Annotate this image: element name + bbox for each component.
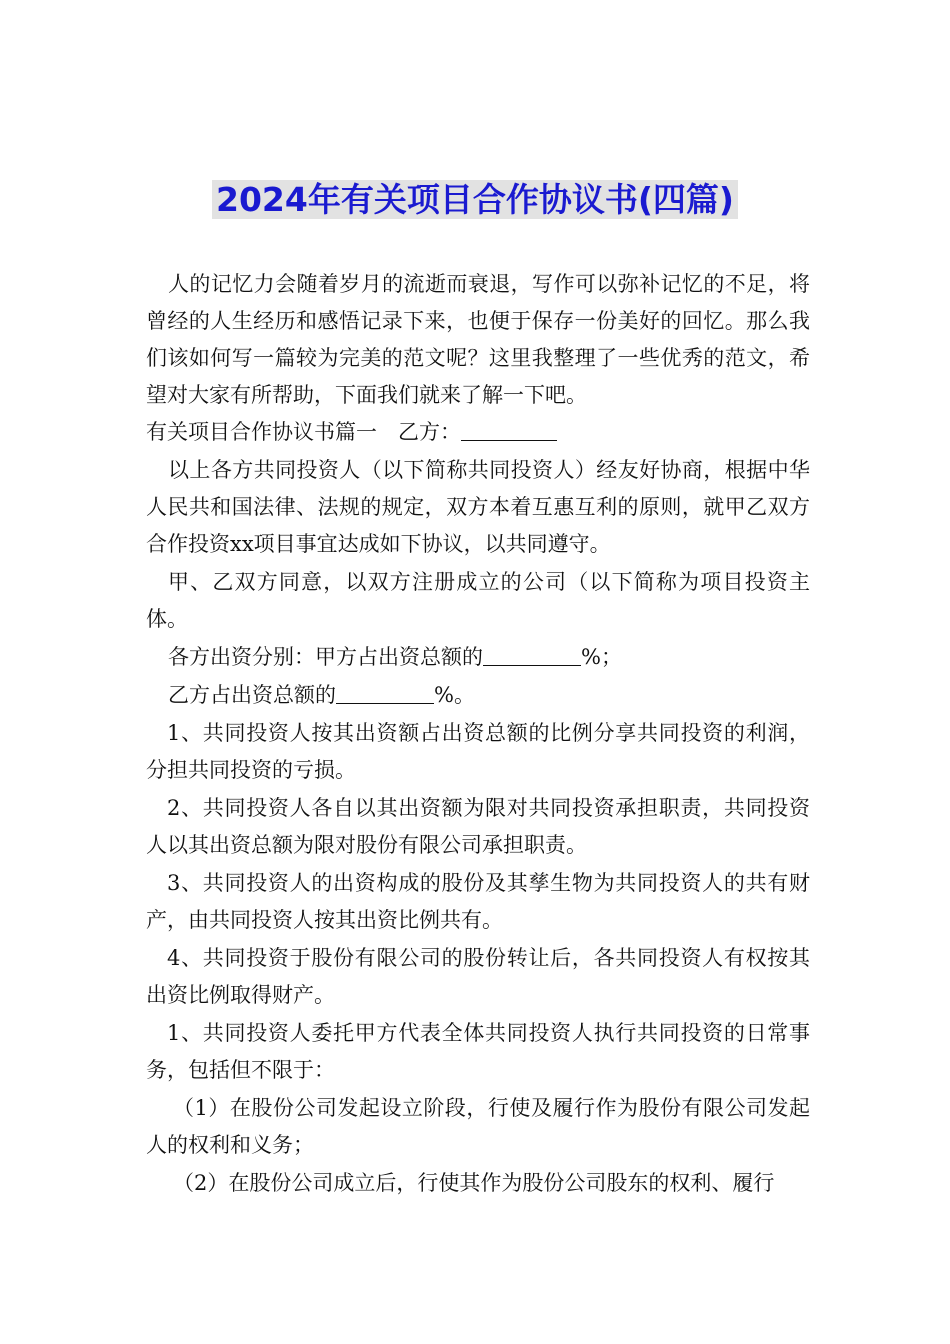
section-heading (146, 414, 810, 451)
ratio-party-b-suffix: %。 (434, 683, 475, 707)
investors-paragraph: 以上各方共同投资人（以下简称共同投资人）经友好协商，根据中华人民共和国法律、法规的规定，双方本着互惠互利的原则，就甲乙双方合作投资xx项目事宜达成如下协议，以共同遵守。 (146, 458, 810, 556)
ratio-party-a-suffix: %； (581, 645, 622, 669)
intro-paragraph: 人的记忆力会随着岁月的流逝而衰退，写作可以弥补记忆的不足，将曾经的人生经历和感悟记录下来，也便于保存一份美好的回忆。那么我们该如何写一篇较为完美的范文呢？这里我整理了一些优秀的范文，希望对大家有所帮助，下面我们就来了解一下吧。 (146, 272, 810, 407)
subclause-paragraph: （2）在股份公司成立后，行使其作为股份公司股东的权利、履行 (173, 1171, 775, 1195)
ratio-party-a-blank (483, 645, 581, 666)
document-body (146, 266, 810, 1202)
document-title-text: 2024年有关项目合作协议书(四篇) (212, 180, 738, 219)
clause-paragraph: 3、共同投资人的出资构成的股份及其孳生物为共同投资人的共有财产，由共同投资人按其出资比例共有。 (146, 871, 810, 932)
party-b-blank (461, 420, 557, 441)
ratio-party-b-prefix: 乙方占出资总额的 (168, 683, 336, 707)
clause-paragraph: 1、共同投资人委托甲方代表全体共同投资人执行共同投资的日常事务，包括但不限于： (146, 1021, 810, 1082)
ratio-party-a-paragraph (146, 639, 810, 676)
clause-paragraph: 2、共同投资人各自以其出资额为限对共同投资承担职责，共同投资人以其出资总额为限对股份有限公司承担职责。 (146, 796, 810, 857)
section-heading-text: 有关项目合作协议书篇一 乙方： (146, 420, 461, 444)
ratio-party-b-paragraph (146, 677, 810, 714)
document-title (0, 176, 950, 224)
clause-paragraph: 4、共同投资于股份有限公司的股份转让后，各共同投资人有权按其出资比例取得财产。 (146, 946, 810, 1007)
subclause-paragraph: （1）在股份公司发起设立阶段，行使及履行作为股份有限公司发起人的权利和义务； (146, 1096, 810, 1157)
company-paragraph: 甲、乙双方同意，以双方注册成立的公司（以下简称为项目投资主体。 (146, 570, 810, 631)
clause-paragraph: 1、共同投资人按其出资额占出资总额的比例分享共同投资的利润，分担共同投资的亏损。 (146, 721, 810, 782)
ratio-party-b-blank (336, 683, 434, 704)
ratio-party-a-prefix: 各方出资分别：甲方占出资总额的 (168, 645, 483, 669)
